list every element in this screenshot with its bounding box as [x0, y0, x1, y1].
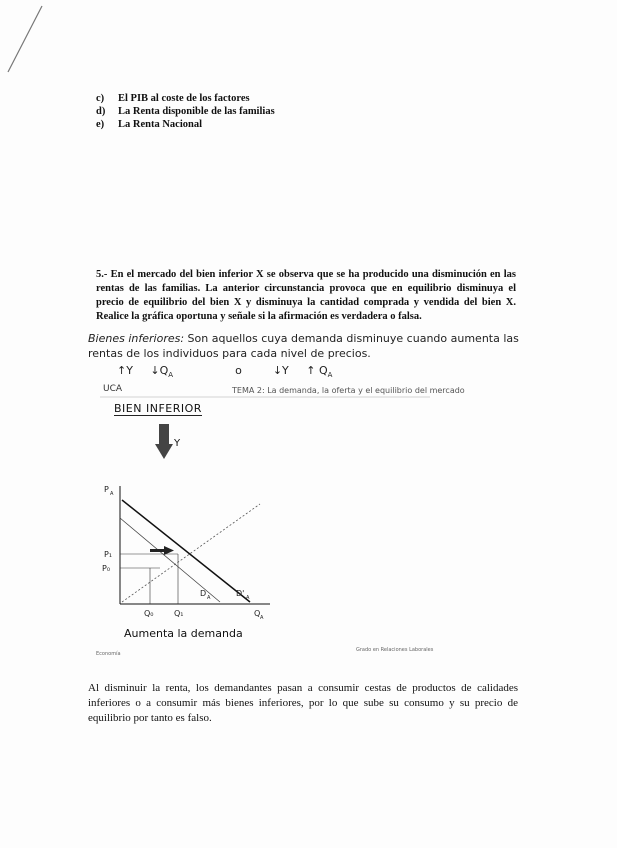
question-5: 5.- En el mercado del bien inferior X se observa que se ha producido una disminución en las rentas de las familias. La anterior circunstancia provoca que en equilibrio disminuya el precio de equilibrio del bien X y disminuya la cantidad comprada y vendida del bien X. Realice la gráfica oportuna y señale si la afirmación es verdadera o falsa. — [96, 269, 516, 322]
supply-curve — [122, 504, 260, 602]
svg-text:Q₀: Q₀ — [144, 609, 154, 618]
definition-term: Bienes inferiores: — [88, 332, 185, 345]
footer-left: Economía — [96, 651, 121, 657]
bien-inferior-title: BIEN INFERIOR — [114, 402, 202, 415]
svg-text:P₀: P₀ — [102, 564, 111, 573]
list-item: e) La Renta Nacional — [96, 119, 202, 130]
svg-text:A: A — [207, 595, 211, 601]
svg-text:Q: Q — [254, 609, 261, 618]
list-item: c) El PIB al coste de los factores — [96, 93, 250, 104]
header-rule — [100, 396, 430, 398]
svg-text:A: A — [110, 491, 114, 497]
demand-curve-shifted — [122, 500, 250, 602]
scan-scratch-mark — [0, 0, 60, 80]
options-list — [96, 92, 275, 131]
income-label: Y — [174, 438, 181, 449]
income-quantity-arrows: ↑Y $↓Q_A$ o ↓Y ↑ $Q_A$ — [117, 364, 333, 380]
svg-text:D': D' — [236, 589, 245, 598]
list-item: d) La Renta disponible de las familias — [96, 106, 275, 117]
answer-text: Al disminuir la renta, los demandantes pasan a consumir cestas de productos de calidades inferiores o a consumir más bienes inferiores, por lo que sube su consumo y su precio de equilibrio por tanto es falso. — [88, 682, 518, 724]
university-logo: UCA — [103, 384, 123, 394]
svg-text:P₁: P₁ — [104, 550, 113, 559]
definition — [88, 331, 528, 361]
slide-header: TEMA 2: La demanda, la oferta y el equilibrio del mercado — [232, 386, 465, 395]
footer-right: Grado en Relaciones Laborales — [356, 647, 434, 653]
svg-text:A: A — [260, 615, 264, 620]
demand-graph — [90, 480, 290, 620]
graph-caption: Aumenta la demanda — [124, 627, 243, 640]
shift-arrow-icon — [150, 549, 164, 552]
svg-text:A: A — [246, 595, 250, 601]
definition-text: Son aquellos cuya demanda disminuye cuando aumenta las rentas de los individuos para cada nivel de precios. — [88, 332, 519, 360]
svg-text:D: D — [200, 589, 207, 598]
svg-text:Q₁: Q₁ — [174, 609, 184, 618]
svg-text:P: P — [104, 485, 109, 494]
down-arrow-icon — [155, 424, 173, 460]
